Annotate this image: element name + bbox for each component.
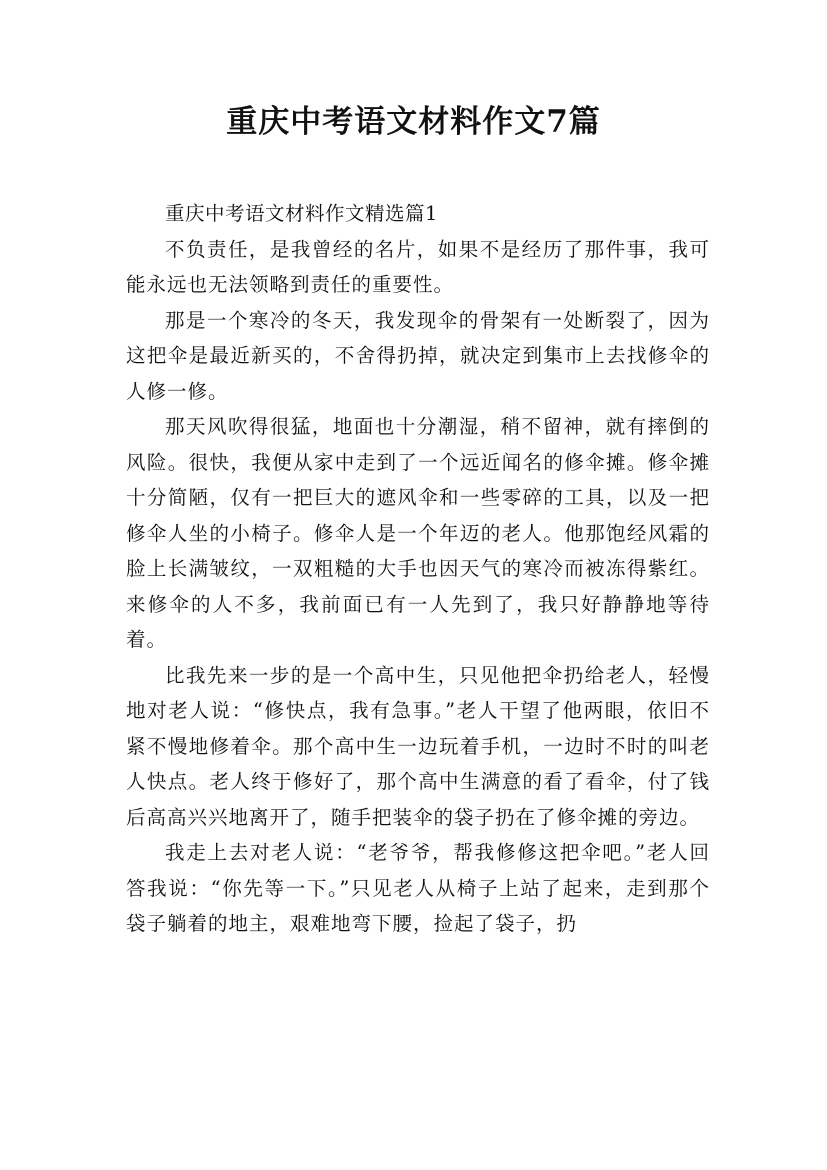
paragraph: 不负责任，是我曾经的名片，如果不是经历了那件事，我可能永远也无法领略到责任的重要性。 bbox=[126, 237, 710, 296]
paragraph: 比我先来一步的是一个高中生，只见他把伞扔给老人，轻慢地对老人说：“修快点，我有急事。”老人干望了他两眼，依旧不紧不慢地修着伞。那个高中生一边玩着手机，一边时不时的叫老人快点。老人终于修好了，那个高中生满意的看了看伞，付了钱后高高兴兴地离开了，随手把装伞的袋子扔在了修伞摊的旁边。 bbox=[126, 663, 710, 829]
document-body bbox=[126, 196, 710, 942]
paragraph: 我走上去对老人说：“老爷爷，帮我修修这把伞吧。”老人回答我说：“你先等一下。”只见老人从椅子上站了起来，走到那个袋子躺着的地主，艰难地弯下腰，捡起了袋子，扔 bbox=[126, 841, 710, 935]
document-title: 重庆中考语文材料作文7篇 bbox=[226, 104, 601, 140]
section-heading: 重庆中考语文材料作文精选篇1 bbox=[165, 202, 438, 225]
paragraph: 那天风吹得很猛，地面也十分潮湿，稍不留神，就有摔倒的风险。很快，我便从家中走到了一个远近闻名的修伞摊。修伞摊十分简陋，仅有一把巨大的遮风伞和一些零碎的工具，以及一把修伞人坐的小椅子。修伞人是一个年迈的老人。他那饱经风霜的脸上长满皱纹，一双粗糙的大手也因天气的寒冷而被冻得紫红。来修伞的人不多，我前面已有一人先到了，我只好静静地等待着。 bbox=[126, 415, 710, 651]
paragraph: 那是一个寒冷的冬天，我发现伞的骨架有一处断裂了，因为这把伞是最近新买的，不舍得扔掉，就决定到集市上去找修伞的人修一修。 bbox=[126, 308, 710, 403]
